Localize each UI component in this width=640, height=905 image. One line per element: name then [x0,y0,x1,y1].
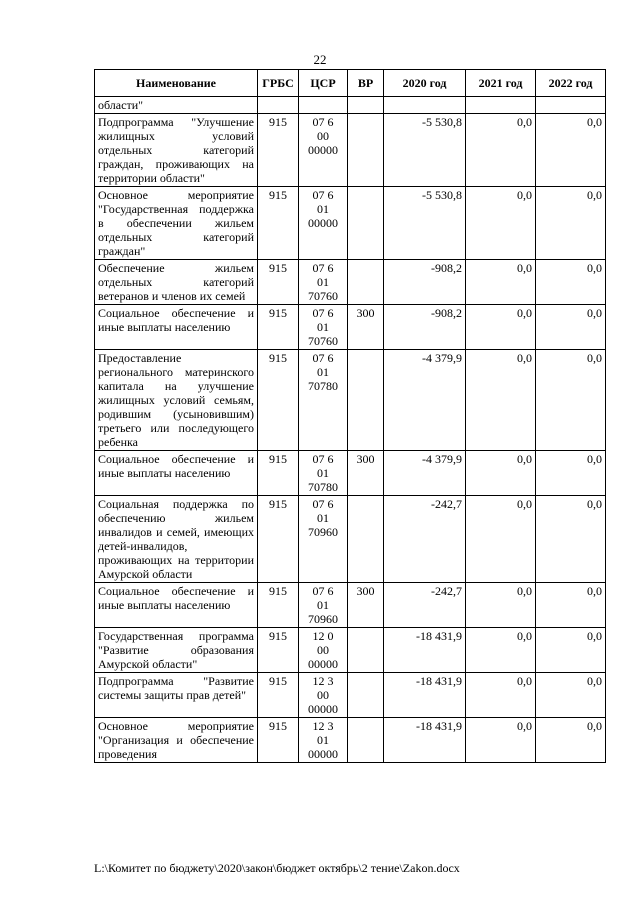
cell-2022: 0,0 [536,496,606,583]
cell-name: Подпрограмма "Развитие системы защиты прав детей" [95,673,258,718]
cell-2020: -908,2 [384,305,466,350]
cell-grbs: 915 [258,114,299,187]
cell-2020: -18 431,9 [384,673,466,718]
header-2020: 2020 год [384,70,466,97]
cell-csr: 07 6 01 70760 [299,305,348,350]
cell-csr: 07 6 01 00000 [299,187,348,260]
table-row [95,187,606,260]
cell-grbs: 915 [258,673,299,718]
cell-vr: 300 [348,305,384,350]
cell-vr: 300 [348,583,384,628]
budget-table [94,69,606,763]
table-row [95,496,606,583]
cell-vr [348,260,384,305]
cell-2021: 0,0 [466,496,536,583]
cell-csr: 07 6 01 70960 [299,583,348,628]
cell-grbs: 915 [258,583,299,628]
cell-name: Предоставление регионального материнского капитала на улучшение жилищных условий семьям, родившим (усыновившим) третьего или последующего ребенка [95,350,258,451]
table-row [95,718,606,763]
cell-2022: 0,0 [536,114,606,187]
cell-grbs: 915 [258,350,299,451]
cell-2022: 0,0 [536,305,606,350]
cell-name: Социальное обеспечение и иные выплаты населению [95,451,258,496]
cell-2020: -908,2 [384,260,466,305]
cell-csr: 07 6 01 70960 [299,496,348,583]
cell-2021: 0,0 [466,350,536,451]
cell-2020: -18 431,9 [384,718,466,763]
table-row [95,305,606,350]
table-header-row [95,70,606,97]
cell-2020: -4 379,9 [384,451,466,496]
cell-2022: 0,0 [536,583,606,628]
file-path-footer: L:\Комитет по бюджету\2020\закон\бюджет октябрь\2 тение\Zakon.docx [94,861,460,875]
cell-name: Основное мероприятие "Государственная поддержка в обеспечении жильем отдельных категорий граждан" [95,187,258,260]
cell-grbs [258,97,299,114]
cell-2021: 0,0 [466,451,536,496]
cell-name: Основное мероприятие "Организация и обеспечение проведения [95,718,258,763]
table-row [95,114,606,187]
cell-name: Социальное обеспечение и иные выплаты населению [95,305,258,350]
table-row [95,628,606,673]
cell-2020: -242,7 [384,583,466,628]
cell-2022 [536,97,606,114]
header-2021: 2021 год [466,70,536,97]
cell-2020: -5 530,8 [384,187,466,260]
table-row [95,260,606,305]
cell-grbs: 915 [258,496,299,583]
header-name: Наименование [95,70,258,97]
cell-name: Социальная поддержка по обеспечению жильем инвалидов и семей, имеющих детей-инвалидов, проживающих на территории Амурской области [95,496,258,583]
header-csr: ЦСР [299,70,348,97]
cell-vr [348,187,384,260]
cell-csr: 07 6 01 70780 [299,451,348,496]
cell-csr: 12 3 01 00000 [299,718,348,763]
cell-vr: 300 [348,451,384,496]
cell-csr: 07 6 01 70760 [299,260,348,305]
cell-vr [348,350,384,451]
page-number: 22 [313,52,327,67]
cell-2020: -5 530,8 [384,114,466,187]
cell-2022: 0,0 [536,350,606,451]
cell-name: Государственная программа "Развитие образования Амурской области" [95,628,258,673]
cell-2022: 0,0 [536,673,606,718]
cell-2020: -242,7 [384,496,466,583]
cell-grbs: 915 [258,451,299,496]
cell-grbs: 915 [258,628,299,673]
table-row [95,451,606,496]
cell-name: Обеспечение жильем отдельных категорий ветеранов и членов их семей [95,260,258,305]
cell-2021: 0,0 [466,673,536,718]
cell-2021 [466,97,536,114]
cell-2022: 0,0 [536,187,606,260]
cell-grbs: 915 [258,718,299,763]
cell-2020: -4 379,9 [384,350,466,451]
cell-2021: 0,0 [466,628,536,673]
cell-2022: 0,0 [536,260,606,305]
table-row [95,583,606,628]
cell-2021: 0,0 [466,187,536,260]
cell-2021: 0,0 [466,260,536,305]
cell-2022: 0,0 [536,718,606,763]
cell-2021: 0,0 [466,114,536,187]
cell-name: Социальное обеспечение и иные выплаты населению [95,583,258,628]
header-2022: 2022 год [536,70,606,97]
cell-vr [348,496,384,583]
cell-vr [348,97,384,114]
cell-csr: 12 0 00 00000 [299,628,348,673]
cell-2022: 0,0 [536,628,606,673]
header-vr: ВР [348,70,384,97]
cell-name: Подпрограмма "Улучшение жилищных условий отдельных категорий граждан, проживающих на территории области" [95,114,258,187]
cell-vr [348,673,384,718]
cell-2020: -18 431,9 [384,628,466,673]
cell-2021: 0,0 [466,305,536,350]
cell-vr [348,628,384,673]
cell-csr [299,97,348,114]
cell-name: области" [95,97,258,114]
cell-2021: 0,0 [466,583,536,628]
table-row [95,350,606,451]
table-body [95,97,606,763]
cell-vr [348,114,384,187]
cell-csr: 07 6 00 00000 [299,114,348,187]
table-row [95,673,606,718]
table-row [95,97,606,114]
cell-vr [348,718,384,763]
cell-csr: 12 3 00 00000 [299,673,348,718]
cell-2022: 0,0 [536,451,606,496]
cell-2021: 0,0 [466,718,536,763]
cell-csr: 07 6 01 70780 [299,350,348,451]
cell-2020 [384,97,466,114]
cell-grbs: 915 [258,187,299,260]
cell-grbs: 915 [258,305,299,350]
header-grbs: ГРБС [258,70,299,97]
cell-grbs: 915 [258,260,299,305]
